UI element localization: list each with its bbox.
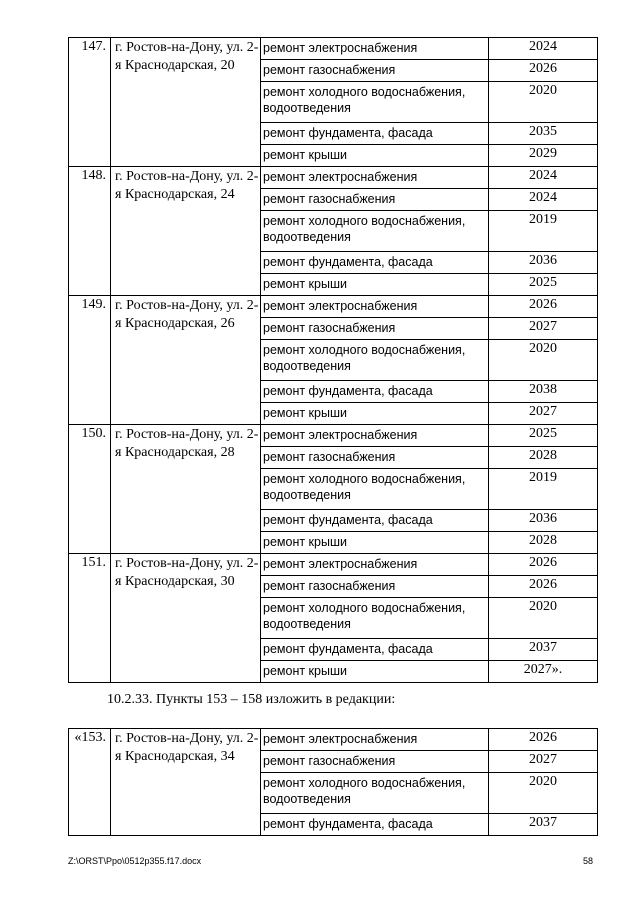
work-year: 2027 xyxy=(489,318,598,340)
work-type: ремонт электроснабжения xyxy=(261,425,489,447)
item-address: г. Ростов-на-Дону, ул. 2-я Краснодарская, 30 xyxy=(111,554,261,683)
work-year: 2026 xyxy=(489,296,598,318)
work-year: 2028 xyxy=(489,447,598,469)
work-type: ремонт холодного водоснабжения, водоотведения xyxy=(261,773,489,814)
work-year: 2020 xyxy=(489,598,598,639)
work-type: ремонт фундамента, фасада xyxy=(261,814,489,836)
work-type: ремонт холодного водоснабжения, водоотведения xyxy=(261,598,489,639)
work-year: 2029 xyxy=(489,145,598,167)
work-year: 2036 xyxy=(489,252,598,274)
work-type: ремонт электроснабжения xyxy=(261,554,489,576)
work-year: 2025 xyxy=(489,425,598,447)
work-year: 2020 xyxy=(489,773,598,814)
item-address: г. Ростов-на-Дону, ул. 2-я Краснодарская, 28 xyxy=(111,425,261,554)
item-number: 149. xyxy=(69,296,111,425)
table-row xyxy=(69,38,598,60)
work-year: 2037 xyxy=(489,639,598,661)
work-type: ремонт газоснабжения xyxy=(261,60,489,82)
work-year: 2020 xyxy=(489,340,598,381)
footer-page-number: 58 xyxy=(583,856,594,866)
work-year: 2019 xyxy=(489,211,598,252)
work-type: ремонт крыши xyxy=(261,403,489,425)
work-type: ремонт электроснабжения xyxy=(261,167,489,189)
work-type: ремонт крыши xyxy=(261,661,489,683)
work-type: ремонт газоснабжения xyxy=(261,318,489,340)
item-address: г. Ростов-на-Дону, ул. 2-я Краснодарская, 26 xyxy=(111,296,261,425)
work-year: 2025 xyxy=(489,274,598,296)
table-row xyxy=(69,296,598,318)
work-type: ремонт электроснабжения xyxy=(261,296,489,318)
item-number: «153. xyxy=(69,729,111,836)
work-type: ремонт электроснабжения xyxy=(261,38,489,60)
work-type: ремонт крыши xyxy=(261,532,489,554)
work-type: ремонт крыши xyxy=(261,145,489,167)
item-number: 151. xyxy=(69,554,111,683)
work-type: ремонт холодного водоснабжения, водоотведения xyxy=(261,340,489,381)
work-type: ремонт газоснабжения xyxy=(261,751,489,773)
work-year: 2026 xyxy=(489,60,598,82)
works-table-2 xyxy=(68,728,598,836)
work-type: ремонт газоснабжения xyxy=(261,576,489,598)
work-year: 2026 xyxy=(489,554,598,576)
item-number: 148. xyxy=(69,167,111,296)
work-type: ремонт фундамента, фасада xyxy=(261,381,489,403)
item-number: 147. xyxy=(69,38,111,167)
work-year: 2024 xyxy=(489,189,598,211)
work-year: 2027 xyxy=(489,751,598,773)
work-type: ремонт электроснабжения xyxy=(261,729,489,751)
work-type: ремонт газоснабжения xyxy=(261,447,489,469)
work-year: 2035 xyxy=(489,123,598,145)
footer-file-path: Z:\ORST\Ppo\0512p355.f17.docx xyxy=(68,856,202,866)
work-year: 2027 xyxy=(489,403,598,425)
item-number: 150. xyxy=(69,425,111,554)
work-year: 2038 xyxy=(489,381,598,403)
work-type: ремонт газоснабжения xyxy=(261,189,489,211)
work-year: 2037 xyxy=(489,814,598,836)
table-row xyxy=(69,167,598,189)
paragraph-instruction: 10.2.33. Пункты 153 – 158 изложить в редакции: xyxy=(107,692,396,707)
work-year: 2024 xyxy=(489,167,598,189)
work-type: ремонт фундамента, фасада xyxy=(261,510,489,532)
table-row xyxy=(69,554,598,576)
item-address: г. Ростов-на-Дону, ул. 2-я Краснодарская, 34 xyxy=(111,729,261,836)
work-type: ремонт фундамента, фасада xyxy=(261,123,489,145)
work-type: ремонт фундамента, фасада xyxy=(261,252,489,274)
work-type: ремонт фундамента, фасада xyxy=(261,639,489,661)
work-year: 2024 xyxy=(489,38,598,60)
work-year: 2028 xyxy=(489,532,598,554)
work-year: 2019 xyxy=(489,469,598,510)
table-row xyxy=(69,425,598,447)
work-type: ремонт холодного водоснабжения, водоотведения xyxy=(261,469,489,510)
work-type: ремонт холодного водоснабжения, водоотведения xyxy=(261,82,489,123)
work-type: ремонт крыши xyxy=(261,274,489,296)
work-year: 2020 xyxy=(489,82,598,123)
work-year: 2026 xyxy=(489,729,598,751)
table-row xyxy=(69,729,598,751)
work-type: ремонт холодного водоснабжения, водоотведения xyxy=(261,211,489,252)
work-year: 2026 xyxy=(489,576,598,598)
works-table-1 xyxy=(68,37,598,683)
work-year: 2036 xyxy=(489,510,598,532)
work-year: 2027». xyxy=(489,661,598,683)
item-address: г. Ростов-на-Дону, ул. 2-я Краснодарская, 20 xyxy=(111,38,261,167)
item-address: г. Ростов-на-Дону, ул. 2-я Краснодарская, 24 xyxy=(111,167,261,296)
